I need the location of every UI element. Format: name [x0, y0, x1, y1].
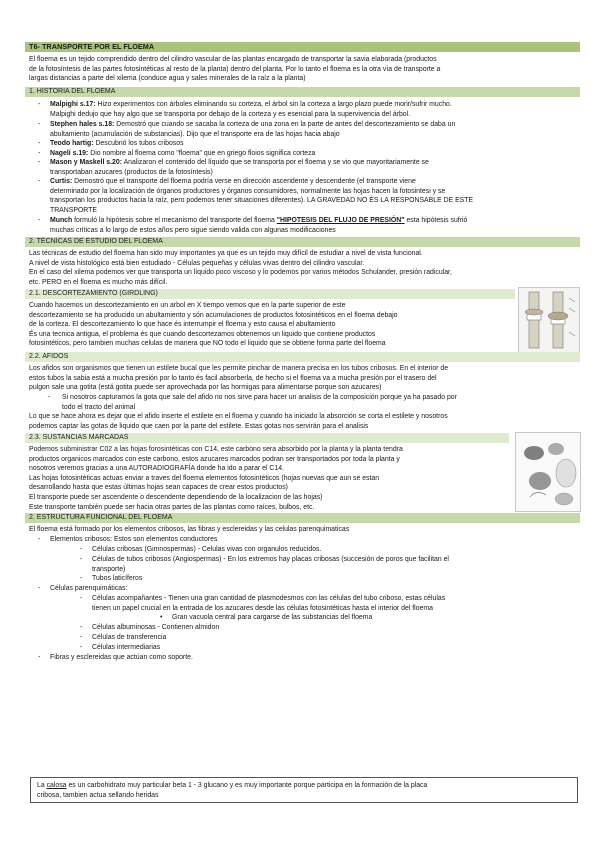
tecnicas-line: En el caso del xilema podemos ver que transporta un líquido poco viscoso y lo podemos por varios métodos Schulander, presión radicular,	[29, 269, 452, 277]
bullet-dash: -	[80, 634, 83, 641]
bullet-dash: -	[38, 585, 41, 592]
bullet-dash: -	[38, 121, 41, 128]
historia-text: Hizo experimentos con árboles eliminando su corteza, el árbol sin la corteza a largo plazo puede morir/sufrir mucho.	[97, 101, 452, 108]
historia-text: Demostró que el transporte del floema podría verse en dirección ascendente y descendente (el transporte viene	[74, 178, 416, 185]
albuminosas-item: Células albuminosas - Contienen almidon	[92, 624, 220, 631]
historia-text: TRANSPORTE	[50, 206, 97, 214]
descortezamiento-line: És una tecnica antigua, el problema és que cuando descortezamos obtenemos un liquido que contiene productos	[29, 330, 376, 338]
afidos-bullet-line: Si nosotros capturamos la gota que sale del afido no nos sirve para hacer un analisis de la composición porque ya ha pasado por	[62, 394, 457, 401]
historia-text: transportan los productos hacia la raíz, pero podemos tener situaciones diferentes). LA GRAVEDAD NO ÉS LA RESPONSABLE DE ESTE	[50, 197, 474, 205]
bullet-dash: -	[38, 654, 41, 661]
historia-text: Malpighi dedujo que hay algo que se transporta por debajo de la corteza y es esencial para la supervivencia del árbol.	[50, 110, 411, 118]
sustancias-line: El transporte puede ser ascendente o descendente dependiendo de la localizacion de las hojas)	[29, 493, 323, 501]
sustancias-line: desarrollando hasta que estas últimas hojas sean capaces de crear estos productos)	[29, 484, 288, 492]
acompanantes-line: Células acompañantes - Tienen una gran cantidad de plasmodesmos con las células del tubo criboso, estas células	[92, 595, 446, 602]
bullet-dash: -	[80, 624, 83, 631]
callosa-note	[30, 777, 578, 803]
historia-item-munch	[50, 216, 575, 235]
bullet-dash: -	[38, 217, 41, 224]
intermediarias-item: Células intermediarias	[92, 644, 161, 651]
historia-text: Dio nombre al floema como "floema" que en griego floios significa corteza	[90, 149, 316, 157]
historia-text: Demostró que cuando se sacaba la corteza de una zona en la parte de antes del descortezamiento se daba un	[116, 121, 456, 128]
historia-name: Teodo hartig:	[50, 140, 94, 147]
historia-text: Descubrió los tubos cribosos	[95, 140, 184, 147]
section-descortezamiento-heading: 2.1. DESCORTEZAMIENTO (GIRDLING)	[25, 289, 515, 299]
estructura-intro	[29, 525, 575, 535]
afidos-line: estos tubos la sabia está a mucha presión por lo tanto és facil absorberla, de hecho si el floema va a mucha presión por el trasero del	[29, 374, 437, 382]
historia-name: Nagelí s.19:	[50, 149, 89, 157]
section-tecnicas-heading: 2. TÉCNICAS DE ESTUDIO DEL FLOEMA	[25, 237, 580, 247]
historia-name: Malpighi s.17:	[50, 101, 96, 108]
autoradiography-leaves	[515, 432, 581, 512]
afidos-line: pulgon sale una gotita (está gotita puede ser aprovechada por las hormigas para alimentarse porque son azucares)	[29, 384, 382, 392]
descortezamiento-line: de la corteza. El descortezamiento lo que hace és interrumpir el floema y esto causa el abultamiento	[29, 321, 336, 329]
bullet-dash: -	[80, 546, 83, 553]
acompanantes-line: tienen un papel crucial en la entrada de los azucares desde las células fotosintéticas hasta el interior del floema	[92, 604, 433, 612]
hypothesis-name: "HIPOTESIS DEL FLUJO DE PRESIÓN"	[276, 217, 405, 224]
afidos-tail-paragraph	[29, 412, 575, 431]
bullet-dash: -	[38, 101, 41, 108]
tubos-cribosos-line: transporte)	[92, 565, 126, 573]
transferencia-item: Células de transferencia	[92, 634, 167, 641]
historia-item-mason	[50, 158, 575, 177]
bullet-dash: -	[38, 536, 41, 543]
afidos-tail-line: podemos captar las gotas de liquido que caen por la parte del estilete. Estas gotas nos servirán para el analisis	[29, 422, 369, 430]
section-historia-heading: 1. HISTORIA DEL FLOEMA	[25, 87, 580, 97]
historia-text: determinado por la localización de órganos productores y órganos consumidores, normalmente las hojas hacen la fotosintesi y se	[50, 187, 446, 195]
sustancias-line: Podemos subministrar C02 a las hojas forosintéticas con C14, este carbono sera absorbido por la planta y la planta tendra	[29, 446, 403, 453]
historia-name: Mason y Maskell s.20:	[50, 159, 123, 166]
estructura-intro-line: El floema está formado por los elementos cribosos, las fibras y esclereidas y las celulas parenquimaticas	[29, 526, 350, 533]
historia-text: abultamiento (acumulación de substancias). Dijo que el transporte era de las hojas hacia abajo	[50, 130, 340, 138]
historia-text: muchas críticas a lo largo de estos años pero sigue siendo valida con algunas modificaciones	[50, 226, 336, 234]
callosa-word: calosa	[46, 782, 67, 789]
sustancias-line: productos organicos marcados con este carbono, estos azucares marcados podran ser transportados por toda la planta y	[29, 455, 400, 463]
cribosas-item: Células cribosas (Gimnospermas) - Celulas vivas con organulos reducidos.	[92, 546, 322, 553]
tubos-cribosos-item	[92, 555, 575, 574]
descortezamiento-line: Cuando hacemos un descortezamiento en un arbol en X tiempo vemos que en la parte superior de este	[29, 302, 346, 309]
sustancias-paragraph	[29, 445, 513, 512]
afidos-bullet-line: todo el tracto del animal	[62, 403, 136, 411]
section-sustancias-heading: 2.3. SUSTANCIAS MARCADAS	[25, 433, 509, 443]
bullet-dash: -	[38, 159, 41, 166]
historia-name: Stephen hales s.18:	[50, 121, 115, 128]
laticiferos-item: Tubos laticíferos	[92, 575, 143, 582]
bullet-dash: -	[80, 644, 83, 651]
tecnicas-paragraph	[29, 249, 575, 287]
bullet-dash: -	[80, 575, 83, 582]
section-estructura-heading: 2. ESTRUCTURA FUNCIONAL DEL FLOEMA	[25, 513, 580, 523]
bullet-dash: •	[160, 614, 163, 621]
bullet-dash: -	[38, 178, 41, 185]
historia-text: esta hipótesis sufrió	[406, 217, 468, 224]
sustancias-line: Las hojas fotosintéticas actuas enviar a traves del floema elementos fotosintéticos (hojas nuevas que aun se estan	[29, 474, 380, 482]
intro-line: de la fotosíntesis de las partes fotosintéticas al resto de la planta) dentro del planta. Por lo tanto el floema es la otra vía de transporte a	[29, 65, 441, 73]
page-title: T6- TRANSPORTE POR EL FLOEMA	[25, 42, 580, 52]
descortezamiento-paragraph	[29, 301, 513, 349]
tecnicas-line: etc. PERO en el floema es mucho más difícil.	[29, 278, 168, 286]
descortezamiento-line: fotosintéticos, pero tambien muchas celulas de manera que NO todo el liquido que se obtiene forma parte del floema	[29, 340, 386, 348]
historia-item-nageli	[50, 149, 575, 159]
historia-text: Analizaron el contenido del líquido que se transporta por el floema y se vio que mayoritariamente se	[123, 159, 429, 166]
intro-line: largas distancias a parte del xilema (conduce agua y sales minerales de la raíz a la planta)	[29, 75, 306, 83]
tecnicas-line: A nivel de vista histológico está bien estudiado - Células pequeñas y células vivas dentro del cilindro vascular.	[29, 259, 365, 267]
cribosos-title: Elementos cribosos: Estos son elementos conductores	[50, 536, 218, 543]
afidos-line: Los afidos son organismos que tienen un estilete bucal que les permite pinchar de manera precisa en los tubos cribosos. En el interior de	[29, 365, 449, 372]
bullet-dash: -	[80, 595, 83, 602]
intro-paragraph	[29, 55, 575, 84]
girdling-diagram	[518, 287, 580, 353]
bullet-dash: -	[38, 149, 41, 157]
vacuola-item: Gran vacuola central para cargarse de las substancias del floema	[172, 614, 373, 621]
callosa-line: cribosa, tambien actua sellando heridas	[37, 791, 159, 799]
bullet-dash: -	[80, 556, 83, 563]
afidos-paragraph	[29, 364, 575, 393]
historia-item-malpighi	[50, 100, 575, 119]
callosa-pre: La	[37, 782, 45, 789]
historia-name: Curtis:	[50, 178, 73, 185]
acompanantes-item	[92, 594, 575, 613]
historia-item-curtis	[50, 177, 575, 215]
descortezamiento-line: descortezamiento se ha producido un abultamiento y són acumulaciones de productos fotosintéticos en el floema debajo	[29, 311, 398, 319]
bullet-dash: -	[48, 394, 51, 401]
historia-text: formuló la hipótesis sobre el mecanismo del transporte del floema	[74, 217, 275, 224]
historia-item-hartig	[50, 139, 575, 149]
afidos-tail-line: Lo que se hace ahora es dejar que el afido inserte el estilete en el floema y cuando ha iniciado la absorción se corta el estilete y nosotros	[29, 413, 448, 420]
sustancias-line: Este transporte también puede ser hacia otras partes de las plantas como raíces, bulbos, etc.	[29, 503, 315, 511]
tecnicas-line: Las técnicas de estudio del floema han sido muy importantes ya que es un tejido muy difícil de estudiar a nivel de vista funcional.	[29, 250, 423, 257]
tubos-cribosos-line: Células de tubos cribosos (Angiospermas) - En los extremos hay placas cribosas (succesión de poros que facilitan el	[92, 556, 449, 563]
fibras-item: Fibras y esclereidas que actúan como soporte.	[50, 654, 193, 661]
historia-name: Munch	[50, 217, 73, 224]
callosa-line: es un carbohidrato muy particular beta 1 - 3 glucano y es muy importante porque participa en la formación de la placa	[68, 782, 428, 789]
historia-item-hales	[50, 120, 575, 139]
historia-text: transportaban azucares (productos de la fotosíntesis)	[50, 168, 213, 176]
bullet-dash: -	[38, 140, 41, 147]
parenquimaticas-title: Células parenquimáticas:	[50, 585, 128, 592]
afidos-bullet	[62, 393, 575, 412]
intro-line: El floema es un tejido comprendido dentro del cilindro vascular de las plantas encargado de transportar la savia elaborada (productos	[29, 56, 437, 63]
section-afidos-heading: 2.2. AFIDOS	[25, 352, 580, 362]
sustancias-line: nosotros veremos gracias a una AUTORADIOGRAFÍA donde ha ido a parar el C14.	[29, 465, 284, 473]
